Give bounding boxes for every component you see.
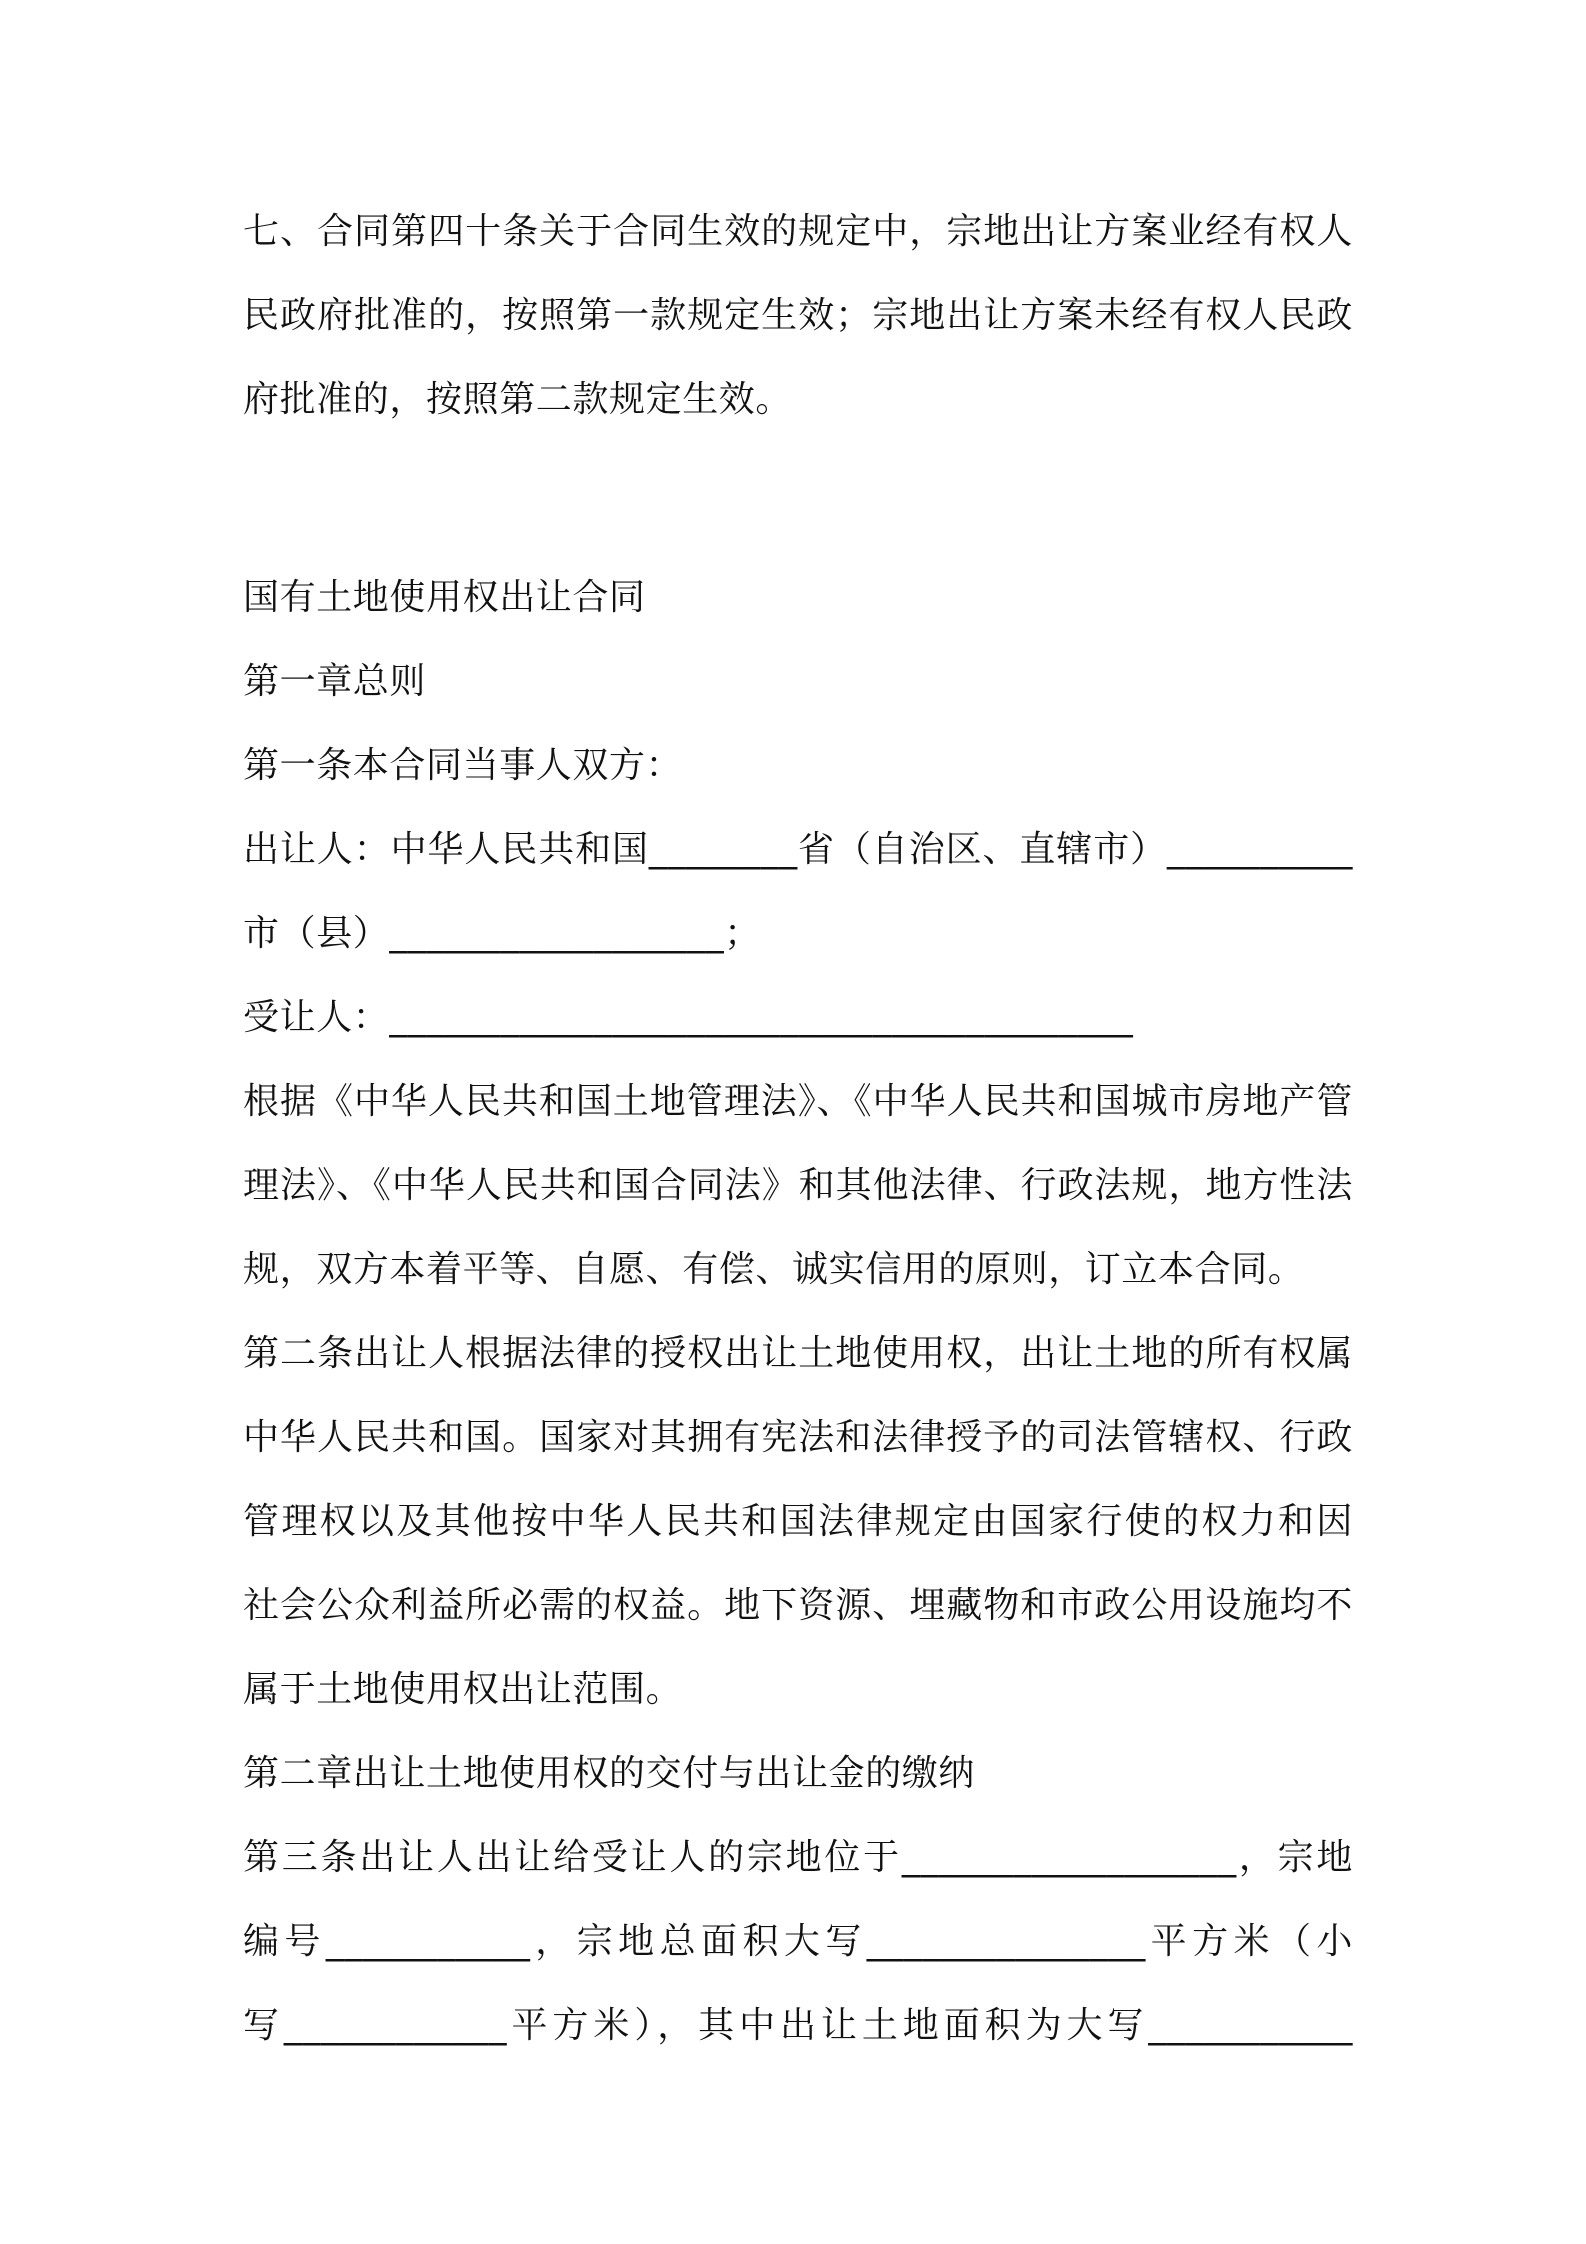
document-body (243, 190, 1353, 2068)
grantee-line: 受让人：________________________________________ (243, 997, 1134, 1038)
contract-title: 国有土地使用权出让合同 (243, 577, 646, 618)
article-two-line: 属于土地使用权出让范围。 (243, 1669, 683, 1710)
article-two-line: 社会公众利益所必需的权益。地下资源、埋藏物和市政公用设施均不 (243, 1585, 1353, 1626)
grantor-line: 市（县）__________________； (243, 913, 761, 954)
chapter-two-title: 第二章出让土地使用权的交付与出让金的缴纳 (243, 1753, 976, 1794)
article-two-line: 第二条出让人根据法律的授权出让土地使用权，出让土地的所有权属 (243, 1333, 1353, 1374)
article-one-heading: 第一条本合同当事人双方： (243, 745, 683, 786)
grantor-line: 出让人：中华人民共和国________省（自治区、直辖市）__________ (243, 829, 1353, 870)
section-seven-line: 府批准的，按照第二款规定生效。 (243, 379, 793, 420)
article-two-line: 中华人民共和国。国家对其拥有宪法和法律授予的司法管辖权、行政 (243, 1417, 1353, 1458)
basis-line: 理法》、《中华人民共和国合同法》和其他法律、行政法规，地方性法 (243, 1165, 1353, 1206)
chapter-one-title: 第一章总则 (243, 661, 427, 702)
article-three-line: 第三条出让人出让给受让人的宗地位于__________________，宗地 (243, 1837, 1353, 1878)
article-three-line: 写____________平方米），其中出让土地面积为大写___________ (243, 2005, 1353, 2046)
basis-line: 规，双方本着平等、自愿、有偿、诚实信用的原则，订立本合同。 (243, 1249, 1305, 1290)
article-three-line: 编号___________，宗地总面积大写_______________平方米（小 (243, 1921, 1353, 1962)
section-seven-line: 民政府批准的，按照第一款规定生效；宗地出让方案未经有权人民政 (243, 295, 1353, 336)
basis-line: 根据《中华人民共和国土地管理法》、《中华人民共和国城市房地产管 (243, 1081, 1353, 1122)
article-two-line: 管理权以及其他按中华人民共和国法律规定由国家行使的权力和因 (243, 1501, 1353, 1542)
section-seven-line: 七、合同第四十条关于合同生效的规定中，宗地出让方案业经有权人 (243, 211, 1353, 252)
section-spacer (243, 442, 1353, 556)
